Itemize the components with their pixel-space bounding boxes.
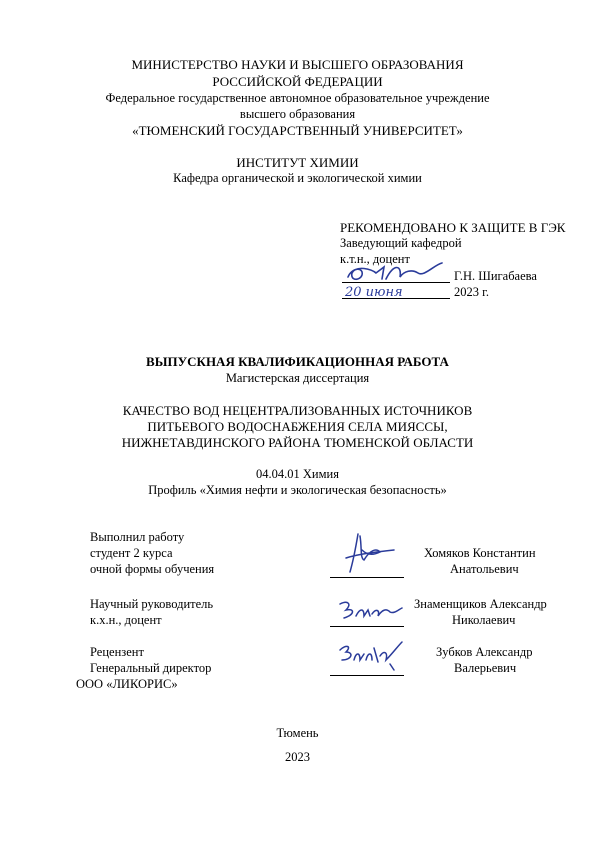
supervisor-label-line-2: к.х.н., доцент bbox=[90, 613, 162, 627]
student-signature-line bbox=[330, 577, 404, 578]
supervisor-signature bbox=[334, 598, 406, 624]
year: 2023 bbox=[285, 750, 310, 764]
department-name: Кафедра органической и экологической химии bbox=[173, 171, 422, 185]
svg-text:20 июня: 20 июня bbox=[345, 285, 403, 300]
institution-line-2: высшего образования bbox=[239, 107, 356, 121]
thesis-title-line-2: ПИТЬЕВОГО ВОДОСНАБЖЕНИЯ СЕЛА МИЯССЫ, bbox=[147, 419, 448, 434]
approval-role: Заведующий кафедрой bbox=[340, 236, 462, 250]
approval-title: РЕКОМЕНДОВАНО К ЗАЩИТЕ В ГЭК bbox=[340, 220, 566, 235]
reviewer-label-line-3: ООО «ЛИКОРИС» bbox=[76, 677, 178, 691]
ministry-line-1: МИНИСТЕРСТВО НАУКИ И ВЫСШЕГО ОБРАЗОВАНИЯ bbox=[131, 57, 464, 72]
student-label-line-3: очной формы обучения bbox=[90, 562, 215, 576]
institution-line-1: Федеральное государственное автономное образовательное учреждение bbox=[105, 91, 490, 105]
profile-name: Профиль «Химия нефти и экологическая безопасность» bbox=[148, 483, 447, 497]
supervisor-label-line-1: Научный руководитель bbox=[90, 597, 214, 611]
student-name-line-1: Хомяков Константин bbox=[424, 546, 536, 560]
reviewer-signature-line bbox=[330, 675, 404, 676]
work-type: ВЫПУСКНАЯ КВАЛИФИКАЦИОННАЯ РАБОТА bbox=[146, 354, 449, 369]
thesis-title-line-3: НИЖНЕТАВДИНСКОГО РАЙОНА ТЮМЕНСКОЙ ОБЛАСТИ bbox=[121, 435, 474, 450]
work-subtype: Магистерская диссертация bbox=[225, 371, 370, 385]
thesis-title-line-1: КАЧЕСТВО ВОД НЕЦЕНТРАЛИЗОВАННЫХ ИСТОЧНИКОВ bbox=[122, 403, 473, 418]
city: Тюмень bbox=[276, 726, 319, 740]
reviewer-signature bbox=[334, 638, 406, 674]
date-signature-line bbox=[342, 298, 450, 299]
reviewer-name-line-2: Валерьевич bbox=[454, 661, 517, 675]
reviewer-label-line-2: Генеральный директор bbox=[90, 661, 212, 675]
institute-name: ИНСТИТУТ ХИМИИ bbox=[236, 155, 359, 170]
approval-degree: к.т.н., доцент bbox=[340, 252, 410, 266]
ministry-line-2: РОССИЙСКОЙ ФЕДЕРАЦИИ bbox=[212, 74, 383, 89]
approval-year: 2023 г. bbox=[454, 285, 489, 299]
reviewer-label-line-1: Рецензент bbox=[90, 645, 144, 659]
supervisor-signature-line bbox=[330, 626, 404, 627]
supervisor-name-line-1: Знаменщиков Александр bbox=[414, 597, 547, 611]
supervisor-name-line-2: Николаевич bbox=[452, 613, 516, 627]
reviewer-name-line-1: Зубков Александр bbox=[436, 645, 533, 659]
student-signature bbox=[336, 530, 406, 576]
university-name: «ТЮМЕНСКИЙ ГОСУДАРСТВЕННЫЙ УНИВЕРСИТЕТ» bbox=[132, 123, 463, 138]
specialty-code: 04.04.01 Химия bbox=[256, 467, 339, 481]
head-name: Г.Н. Шигабаева bbox=[454, 269, 537, 283]
student-label-line-1: Выполнил работу bbox=[90, 530, 185, 544]
student-name-line-2: Анатольевич bbox=[450, 562, 519, 576]
student-label-line-2: студент 2 курса bbox=[90, 546, 173, 560]
